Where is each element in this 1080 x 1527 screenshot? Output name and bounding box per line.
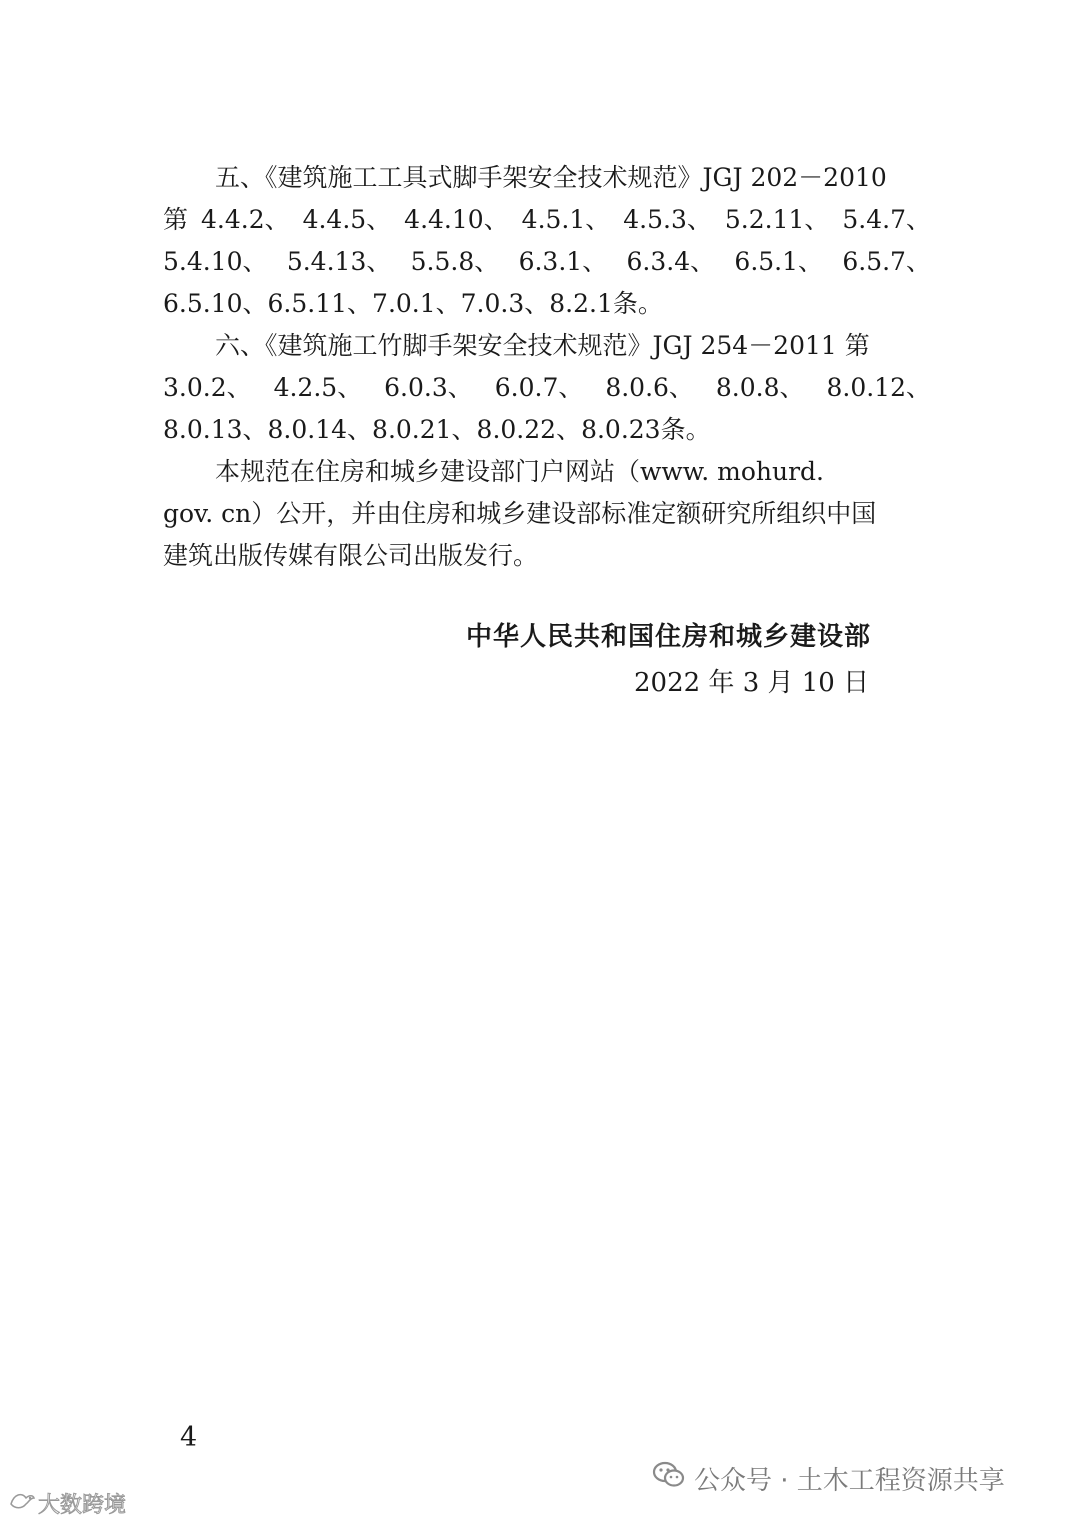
text-line	[163, 157, 931, 199]
text-line	[163, 241, 931, 283]
clause-number: 8.0.6、	[605, 373, 694, 402]
text-line	[163, 367, 931, 409]
corner-watermark	[8, 1488, 126, 1519]
page-number: 4	[180, 1422, 198, 1453]
text-line	[163, 409, 931, 451]
text-line	[163, 199, 931, 241]
clause-number: 6.5.1、	[734, 247, 824, 276]
issuer-signature: 中华人民共和国住房和城乡建设部	[466, 622, 872, 652]
text-line	[163, 493, 931, 535]
clause-number: 4.4.2、	[200, 205, 290, 234]
clause-number: 4.4.10、	[404, 205, 509, 234]
clause-number: 5.5.8、	[410, 247, 500, 276]
line-segment: 8.0.13、8.0.14、8.0.21、8.0.22、8.0.23条。	[163, 415, 711, 444]
clause-number: 6.5.7、	[842, 247, 931, 276]
line-segment: 建筑出版传媒有限公司出版发行。	[163, 541, 539, 570]
line-segment: 本规范在住房和城乡建设部门户网站（www. mohurd.	[215, 457, 824, 486]
clause-number: 4.4.5、	[302, 205, 392, 234]
clause-number: 5.4.13、	[286, 247, 392, 276]
clause-number: 6.3.4、	[626, 247, 716, 276]
issue-date: 2022 年 3 月 10 日	[634, 668, 870, 698]
wechat-watermark-text: 公众号 · 土木工程资源共享	[694, 1466, 1005, 1496]
wechat-icon	[652, 1460, 686, 1497]
line-segment: gov. cn）公开，并由住房和城乡建设部标准定额研究所组织中国	[163, 499, 877, 528]
clause-number: 5.4.7、	[842, 205, 931, 234]
clause-number: 5.4.10、	[163, 247, 268, 276]
clause-number: 4.5.3、	[623, 205, 712, 234]
wechat-watermark	[652, 1460, 1005, 1497]
text-line	[163, 325, 931, 367]
clause-number: 6.0.3、	[384, 373, 473, 402]
clause-number: 3.0.2、	[163, 373, 252, 402]
corner-watermark-text: 大数跨境	[38, 1493, 127, 1518]
clause-number: 8.0.12、	[826, 373, 931, 402]
clause-number: 8.0.8、	[715, 373, 805, 402]
line-segment: 第	[163, 205, 189, 234]
line-segment: 六、《建筑施工竹脚手架安全技术规范》JGJ 254－2011 第	[215, 331, 870, 360]
line-segment: 6.5.10、6.5.11、7.0.1、7.0.3、8.2.1条。	[163, 289, 663, 318]
clause-number: 4.2.5、	[273, 373, 363, 402]
clause-number: 6.3.1、	[518, 247, 608, 276]
text-line	[163, 535, 931, 577]
clause-number: 5.2.11、	[724, 205, 830, 234]
bird-logo-icon	[8, 1490, 36, 1518]
line-segment: 五、《建筑施工工具式脚手架安全技术规范》JGJ 202－2010	[215, 163, 887, 192]
clause-number: 6.0.7、	[494, 373, 584, 402]
text-line	[163, 283, 931, 325]
clause-number: 4.5.1、	[521, 205, 611, 234]
text-line	[163, 451, 931, 493]
